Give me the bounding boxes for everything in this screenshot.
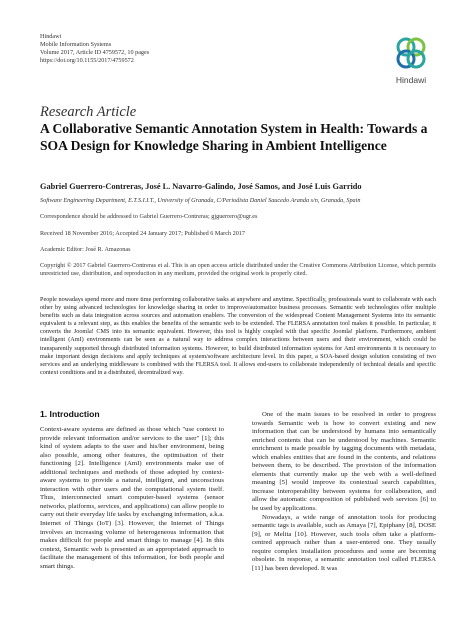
journal-name: Mobile Information Systems <box>40 41 112 48</box>
paragraph: Context-aware systems are defined as those which "use context to provide relevant information and/or services to the user" [1]; this kind of system adapts to the user and his/her environment, being also possible, among other features, the optimisation of their functioning [2]. Intelligence (AmI) environments make use of additional techniques and methods of those adopted by context-aware systems to provide a natural, intelligent, and unconscious interaction with other users and the computational system itself. Thus, interconnected smart computer-based systems (sensor networks, platforms, services, and applications) can allow people to carry out their everyday life tasks by exchanging information, a.k.a. Internet of Things (IoT) [3]. However, the Internet of Things involves an increasing volume of heterogeneous information that makes difficult for people and smart things to manage [4]. In this context, Semantic web is presented as an appropriated approach to facilitate the management of this information, for both people and smart things. <box>40 426 224 570</box>
article-title: A Collaborative Semantic Annotation System in Health: Towards a SOA Design for Knowledge Sharing in Ambient Intelligence <box>40 121 428 153</box>
hindawi-logo-icon <box>395 37 427 73</box>
logo-wordmark: Hindawi <box>395 75 427 85</box>
affiliation: Software Engineering Department, E.T.S.I.I.T., University of Granada, C/Periodista Daniel Saucedo Aranda s/n, Granada, Spain <box>40 197 361 204</box>
section-heading: 1. Introduction <box>40 409 100 419</box>
hindawi-logo <box>389 37 433 85</box>
abstract: People nowadays spend more and more time performing collaborative tasks at anywhere and anytime. Specifically, professionals want to collaborate with each other by using advanced technologies for knowledge sharing in order to improve/automatize business processes. Semantic web technologies offer multiple benefits such as data integration across sources and automation enablers. The conversion of the widespread Content Management Systems into its semantic equivalent is a relevant step, as this enables the benefits of the semantic web to be extended. The FLERSA annotation tool makes it possible. In particular, it converts the Joomla! CMS into its semantic equivalent. However, this tool is highly coupled with that specific Joomla! platform. Furthermore, ambient intelligent (AmI) environments can be seen as a natural way to address complex interactions between users and their environment, which could be transparently supported through distributed information systems. However, to build distributed information systems for AmI environments it is necessary to make important design decisions and apply techniques at system/software architecture level. In this paper, a SOA-based design solution consisting of two services and an underlying middleware is combined with the FLERSA tool. It allows end-users to collaborate independently of technical details and specific context conditions and in a distributed, decentralized way. <box>40 296 436 376</box>
volume-info: Volume 2017, Article ID 4759572, 10 pages <box>40 49 150 56</box>
publisher-name: Hindawi <box>40 33 62 40</box>
author-list: Gabriel Guerrero-Contreras, José L. Navarro-Galindo, José Samos, and José Luis Garrido <box>40 182 362 191</box>
column-left <box>40 426 224 571</box>
copyright-notice: Copyright © 2017 Gabriel Guerrero-Contreras et al. This is an open access article distributed under the Creative Commons Attribution License, which permits unrestricted use, distribution, and reproduction in any medium, provided the original work is properly cited. <box>40 262 436 278</box>
column-right <box>252 411 436 573</box>
paragraph: One of the main issues to be resolved in order to progress towards Semantic web is how to convert existing and new information that can be understood by humans into semantically enriched contents that can be understood by machines. Semantic enrichment is made possible by tagging documents with metadata, which enables entities that are found in the contents, and relations between them, to be described. The provision of the information elements that currently make up the web with a well-defined meaning [5] would improve its contextual search capabilities, increase interoperability between systems for collaboration, and allow the automatic composition of published web services [6] to be used by applications. <box>252 411 436 513</box>
publication-dates: Received 18 November 2016; Accepted 24 January 2017; Published 6 March 2017 <box>40 230 245 237</box>
paragraph: Nowadays, a wide range of annotation tools for producing semantic tags is available, such as Amaya [7], Epiphany [8], DOSE [9], or Melita [10]. However, such tools often take a platform-centred approach rather than a user-entered one. They usually require complex installation procedures and some are becoming obsolete. In response, a semantic annotation tool called FLERSA [11] has been developed. It was <box>252 513 436 572</box>
journal-header <box>40 33 149 65</box>
correspondence: Correspondence should be addressed to Gabriel Guerrero-Contreras; gjguerrero@ugr.es <box>40 213 258 220</box>
academic-editor: Academic Editor: José R. Amazonas <box>40 246 131 253</box>
doi-link[interactable]: https://doi.org/10.1155/2017/4759572 <box>40 57 134 64</box>
article-type: Research Article <box>40 104 137 120</box>
